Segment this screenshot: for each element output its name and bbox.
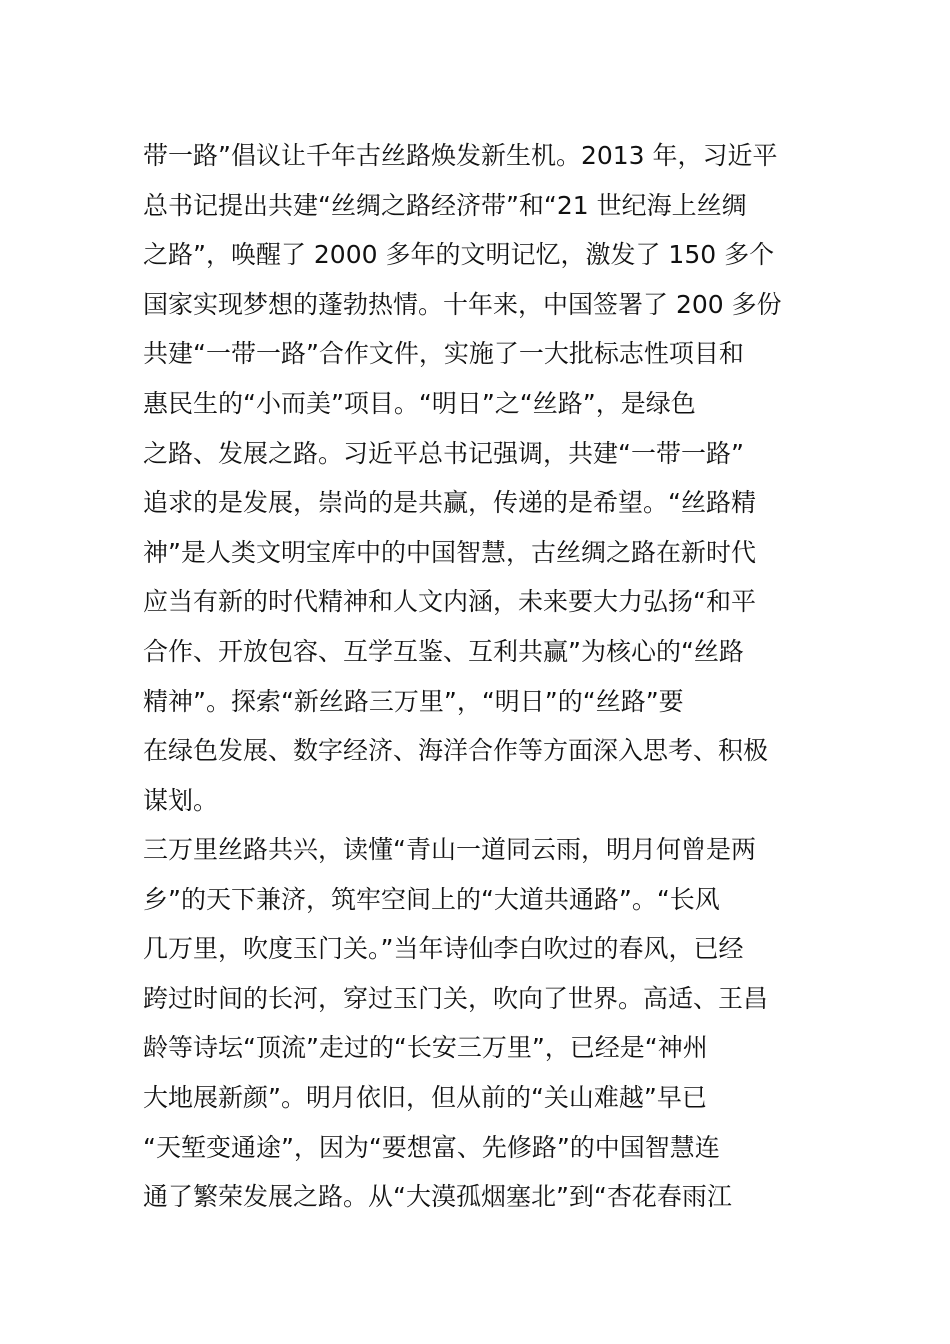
paragraph-1 bbox=[143, 131, 813, 825]
text-line: 带一路”倡议让千年古丝路焕发新生机。2013 年，习近平 bbox=[143, 141, 778, 170]
text-line: 总书记提出共建“丝绸之路经济带”和“21 世纪海上丝绸 bbox=[143, 190, 747, 220]
text-line: 共建“一带一路”合作文件，实施了一大批标志性项目和 bbox=[143, 339, 744, 369]
text-line: 乡”的天下兼济，筑牢空间上的“大道共通路”。“长风 bbox=[143, 884, 720, 914]
text-line: 几万里，吹度玉门关。”当年诗仙李白吹过的春风，已经 bbox=[143, 934, 744, 964]
text-line: 龄等诗坛“顶流”走过的“长安三万里”，已经是“神州 bbox=[143, 1033, 708, 1063]
text-line: 大地展新颜”。明月依旧，但从前的“关山难越”早已 bbox=[143, 1082, 707, 1112]
text-line: 跨过时间的长河，穿过玉门关，吹向了世界。高适、王昌 bbox=[143, 983, 769, 1013]
text-line: 合作、开放包容、互学互鉴、互利共赢”为核心的“丝路 bbox=[143, 636, 744, 666]
text-line: 通了繁荣发展之路。从“大漠孤烟塞北”到“杏花春雨江 bbox=[143, 1182, 732, 1212]
text-line: 之路”，唤醒了 2000 多年的文明记忆，激发了 150 多个 bbox=[143, 240, 775, 270]
text-line: 之路、发展之路。习近平总书记强调，共建“一带一路” bbox=[143, 438, 744, 468]
text-line: 国家实现梦想的蓬勃热情。十年来，中国签署了 200 多份 bbox=[143, 289, 782, 319]
text-line: “天堑变通途”，因为“要想富、先修路”的中国智慧连 bbox=[143, 1132, 720, 1162]
text-line: 三万里丝路共兴，读懂“青山一道同云雨，明月何曾是两 bbox=[143, 835, 756, 864]
paragraph-2 bbox=[143, 825, 813, 1222]
text-line: 应当有新的时代精神和人文内涵，未来要大力弘扬“和平 bbox=[143, 587, 756, 617]
text-line: 惠民生的“小而美”项目。“明日”之“丝路”，是绿色 bbox=[143, 388, 696, 418]
text-line: 追求的是发展，崇尚的是共赢，传递的是希望。“丝路精 bbox=[143, 488, 756, 518]
text-line: 在绿色发展、数字经济、海洋合作等方面深入思考、积极 bbox=[143, 736, 769, 766]
text-line: 精神”。探索“新丝路三万里”，“明日”的“丝路”要 bbox=[143, 686, 684, 716]
text-line: 神”是人类文明宝库中的中国智慧，古丝绸之路在新时代 bbox=[143, 537, 756, 567]
text-line: 谋划。 bbox=[143, 785, 219, 815]
